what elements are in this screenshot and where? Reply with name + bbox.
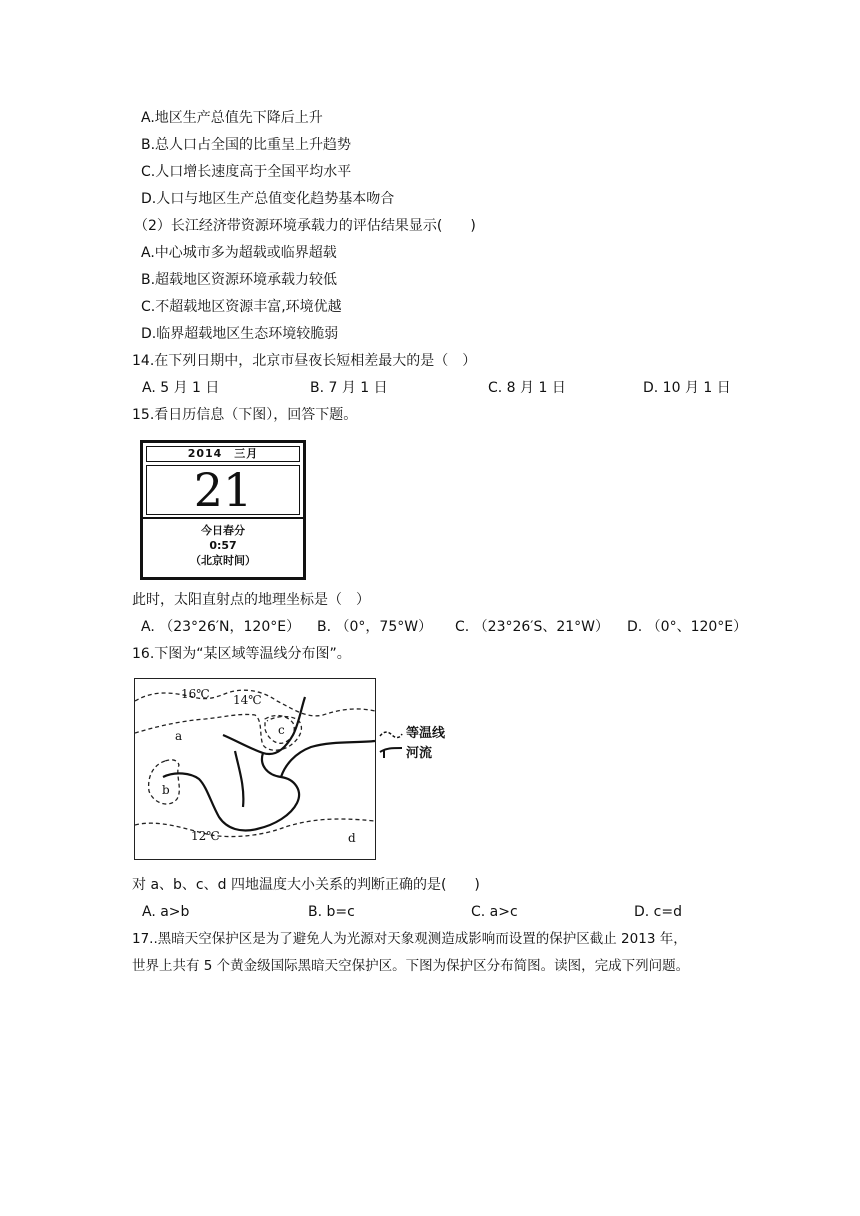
q16-question: 对 a、b、c、d 四地温度大小关系的判断正确的是( ) [132, 877, 480, 893]
label-16c: 16℃ [181, 687, 210, 701]
q16-option-b: B. b=c [308, 904, 355, 920]
q15-question: 此时，太阳直射点的地理坐标是（ ） [132, 592, 370, 608]
q14-option-b: B. 7 月 1 日 [310, 380, 388, 396]
q13-option-a: A.地区生产总值先下降后上升 [141, 110, 323, 126]
q13-sub2-option-c: C.不超载地区资源丰富,环境优越 [141, 299, 342, 315]
calendar-note [143, 523, 303, 568]
q13-sub2-option-d: D.临界超载地区生态环境较脆弱 [141, 326, 339, 342]
q17-stem-line2: 世界上共有 5 个黄金级国际黑暗天空保护区。下图为保护区分布简图。读图，完成下列问题。 [132, 958, 690, 974]
legend-river-label: 河流 [406, 746, 433, 761]
river-west-branch [235, 751, 243, 807]
river-south-branch [163, 753, 299, 831]
q13-sub2-option-a: A.中心城市多为超载或临界超载 [141, 245, 337, 261]
q16-stem: 16.下图为“某区域等温线分布图”。 [132, 646, 351, 662]
q13-option-b: B.总人口占全国的比重呈上升趋势 [141, 137, 352, 153]
map-legend-symbols [378, 726, 404, 762]
calendar-divider [143, 517, 303, 519]
q14-option-a: A. 5 月 1 日 [142, 380, 220, 396]
q15-option-a: A. （23°26′N，120°E） [141, 619, 301, 635]
q15-stem: 15.看日历信息（下图），回答下题。 [132, 407, 358, 423]
river-east-branch [281, 741, 375, 777]
q17-stem-line1: 17..黑暗天空保护区是为了避免人为光源对天象观测造成影响而设置的保护区截止 2013 年， [132, 931, 687, 947]
q13-option-c: C.人口增长速度高于全国平均水平 [141, 164, 352, 180]
label-b: b [162, 783, 170, 797]
q13-sub2-stem: （2）长江经济带资源环境承载力的评估结果显示( ) [134, 218, 476, 234]
legend-isotherm-icon [380, 732, 402, 737]
q15-option-b: B. （0°，75°W） [317, 619, 433, 635]
label-a: a [175, 729, 183, 743]
q14-option-c: C. 8 月 1 日 [488, 380, 566, 396]
label-c: c [278, 723, 285, 737]
q15-option-d: D. （0°、120°E） [627, 619, 748, 635]
q16-option-c: C. a>c [471, 904, 518, 920]
q16-option-d: D. c=d [634, 904, 682, 920]
q13-option-d: D.人口与地区生产总值变化趋势基本吻合 [141, 191, 395, 207]
label-12c: 12℃ [191, 829, 220, 843]
calendar-note-line1: 今日春分 [201, 524, 245, 537]
q16-option-a: A. a>b [142, 904, 190, 920]
q14-option-d: D. 10 月 1 日 [643, 380, 731, 396]
isotherm-map [134, 678, 376, 860]
calendar-note-line3: （北京时间） [190, 554, 256, 567]
label-14c: 14℃ [233, 693, 262, 707]
calendar-header: 2014 三月 [146, 446, 300, 462]
legend-isotherm-label: 等温线 [406, 726, 446, 741]
q14-stem: 14.在下列日期中，北京市昼夜长短相差最大的是（ ） [132, 353, 477, 369]
isotherm-closed-b [149, 760, 180, 804]
isotherm-14 [135, 714, 301, 750]
isotherm-12 [135, 819, 375, 837]
label-d: d [348, 831, 356, 845]
calendar-day: 21 [146, 465, 300, 515]
legend-river-icon [380, 748, 402, 758]
calendar-note-line2: 0:57 [209, 539, 237, 552]
q15-option-c: C. （23°26′S、21°W） [455, 619, 610, 635]
calendar-figure [140, 440, 306, 580]
q13-sub2-option-b: B.超载地区资源环境承载力较低 [141, 272, 338, 288]
